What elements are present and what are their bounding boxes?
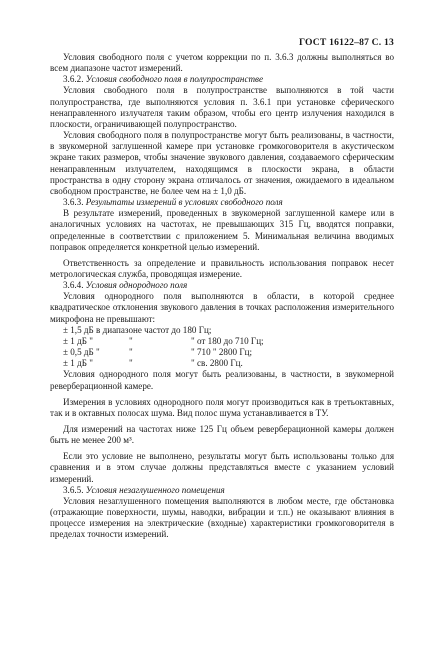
ditto-mark: " bbox=[129, 335, 133, 346]
section-heading-3-6-3 bbox=[50, 197, 394, 208]
paragraph: Условия незаглушенного помещения выполняются в любом месте, где обстановка (отражающие поверхности, шумы, наводки, вибрации и т.п.) не оказывают влияния в процессе измерения на электрические (входные) характеристики громкоговорителя в пределах точности измерений. bbox=[50, 495, 394, 540]
paragraph: Условия однородного поля выполняются в области, в которой среднее квадратическое отклонения звукового давления в точках расположения измерительного микрофона не превышают: bbox=[50, 291, 394, 324]
section-number: 3.6.3. bbox=[63, 197, 84, 208]
page-header: ГОСТ 16122–87 С. 13 bbox=[298, 37, 394, 48]
document-body bbox=[50, 52, 394, 541]
section-heading-3-6-4 bbox=[50, 280, 394, 291]
paragraph: Если это условие не выполнено, результаты могут быть использованы только для сравнения и в этом случае должны представляться вместе с указанием условий измерений. bbox=[50, 451, 394, 484]
tolerance-range: " 710 " 2800 Гц; bbox=[191, 347, 252, 358]
section-title: Условия однородного поля bbox=[85, 280, 188, 291]
paragraph: Ответственность за определение и правильность использования поправок несет метрологическая служба, проводящая измерение. bbox=[50, 257, 394, 279]
tolerance-value: ± 0,5 дБ " bbox=[63, 347, 100, 358]
paragraph: Условия свободного поля в полупространстве могут быть реализованы, в частности, в звукомерной заглушенной камере при установке громкоговорителя в акустическом экране таких размеров, чтобы значение звукового давления, создаваемого сферическим ненаправленным излучателем, находящимся в плоскости экрана, в области пространства в одну сторону экрана отличалось от значения, ожидаемого в идеальном свободном пространстве, не более чем на ± 1,0 дБ. bbox=[50, 130, 394, 196]
paragraph: Измерения в условиях однородного поля могут производиться как в третьоктавных, так и в октавных полосах шума. Вид полос шума устанавливается в ТУ. bbox=[50, 396, 394, 418]
paragraph: Для измерений на частотах ниже 125 Гц объем реверберационной камеры должен быть не менее 200 м³. bbox=[50, 424, 394, 446]
section-heading-3-6-2 bbox=[50, 74, 394, 85]
tolerance-value: ± 1 дБ " bbox=[63, 358, 93, 369]
section-number: 3.6.2. bbox=[63, 74, 84, 85]
ditto-mark: " bbox=[129, 347, 133, 358]
section-number: 3.6.4. bbox=[63, 280, 84, 291]
paragraph: В результате измерений, проведенных в звукомерной заглушенной камере или в аналогичных условиях на частотах, не превышающих 315 Гц, вводятся поправки, определенные в соответствии с приложением 5. Минимальная величина вводимых поправок определяется конкретной целью измерений. bbox=[50, 208, 394, 252]
section-number: 3.6.5. bbox=[63, 484, 84, 495]
tolerance-range: " от 180 до 710 Гц; bbox=[191, 335, 264, 346]
tolerance-range: " св. 2800 Гц. bbox=[191, 358, 243, 369]
tolerance-value: ± 1 дБ " bbox=[63, 335, 93, 346]
section-heading-3-6-5 bbox=[50, 485, 394, 496]
section-title: Результаты измерений в условиях свободного поля bbox=[85, 197, 283, 208]
tolerance-list bbox=[63, 325, 394, 370]
section-title: Условия свободного поля в полупространстве bbox=[85, 74, 264, 85]
paragraph: Условия свободного поля с учетом коррекции по п. 3.6.3 должны выполняться во всем диапазоне частот измерений. bbox=[50, 52, 394, 74]
section-title: Условия незаглушенного помещения bbox=[85, 484, 225, 495]
paragraph: Условия однородного поля могут быть реализованы, в частности, в звукомерной реверберационной камере. bbox=[50, 369, 394, 391]
ditto-mark: " bbox=[129, 358, 133, 369]
tolerance-row: ± 1,5 дБ в диапазоне частот до 180 Гц; bbox=[63, 324, 212, 335]
paragraph: Условия свободного поля в полупространстве выполняются в той части полупространства, где выполняются условия п. 3.6.1 при установке сферического ненаправленного излучателя таким образом, чтобы его центр излучения находился в плоскости, ограничивающей полупространство. bbox=[50, 85, 394, 129]
